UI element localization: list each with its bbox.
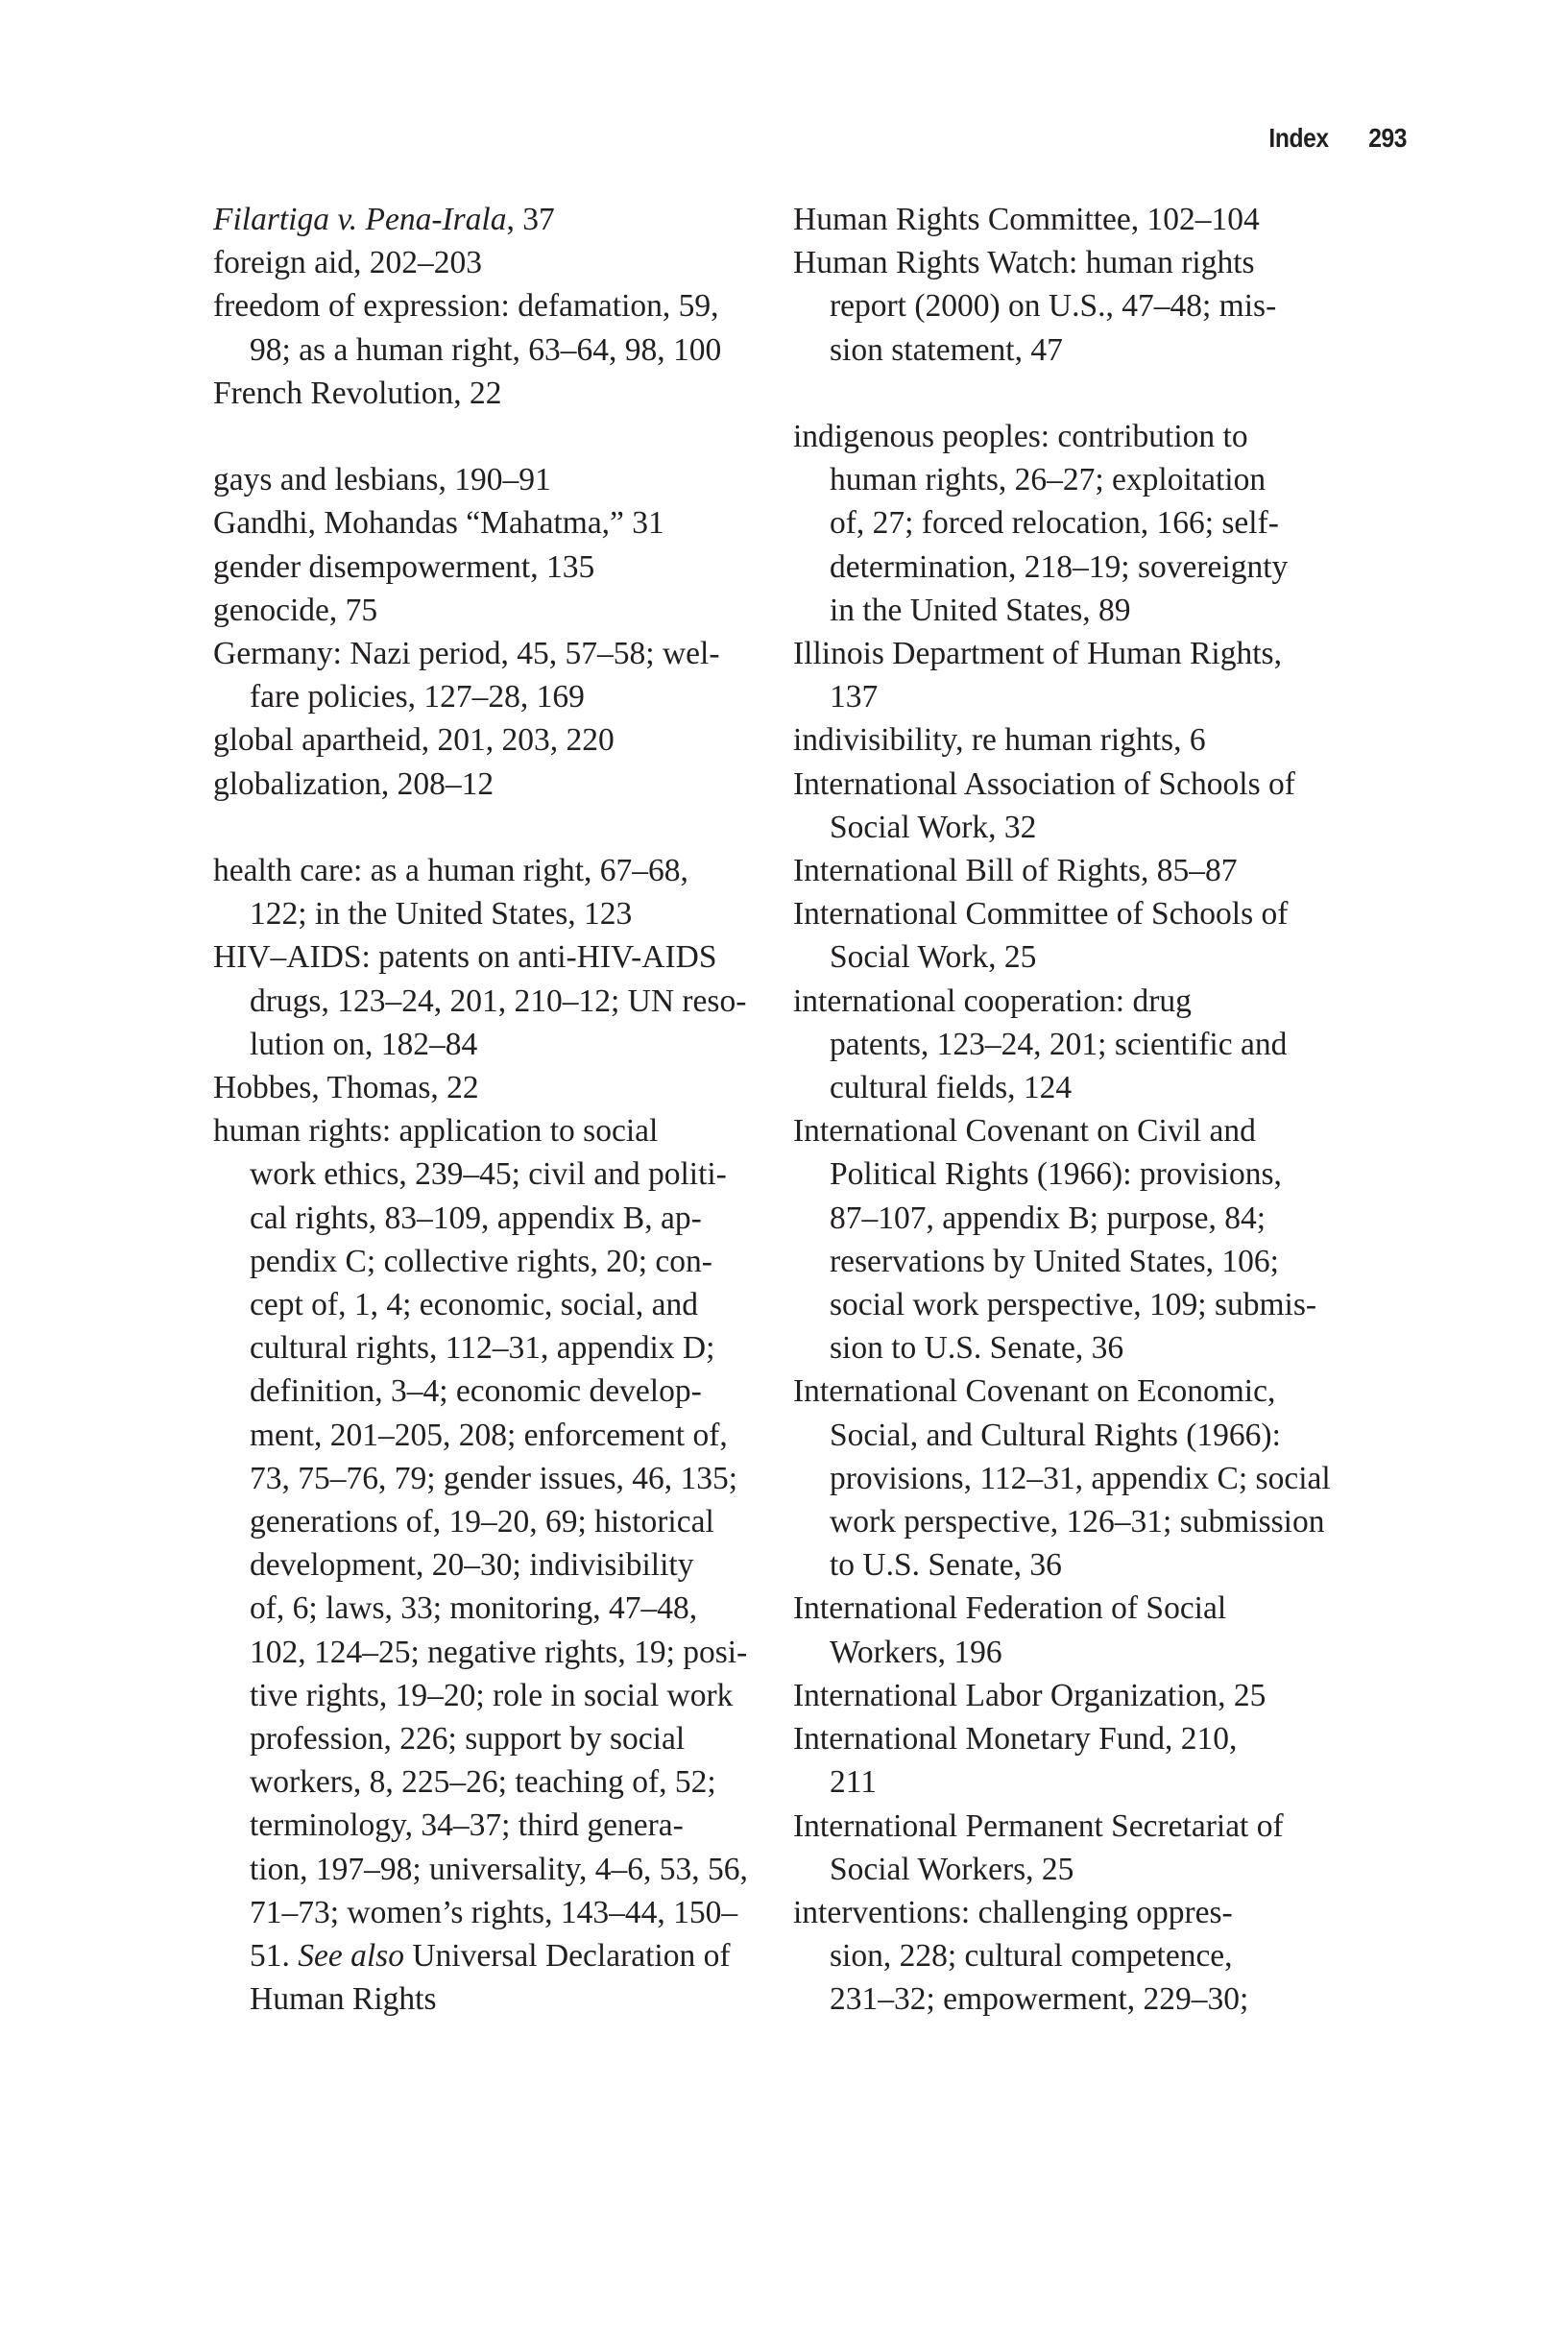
index-entry-continuation-line: determination, 218–19; sovereignty [830,548,1289,585]
index-entry [793,1674,1340,1717]
index-entry [213,589,751,632]
index-entry [213,372,751,415]
index-entry-heading-line: HIV–AIDS: patents on anti-HIV-AIDS [213,939,717,976]
index-entry [793,632,1340,718]
index-entry-heading-line: freedom of expression: defamation, 59, [213,288,719,325]
running-head-title: Index [1268,123,1329,153]
index-entry-continuation-line: work perspective, 126–31; submission [830,1504,1325,1540]
index-entry-continuation-line: of, 27; forced relocation, 166; self- [830,505,1279,542]
index-entry-heading-line: International Committee of Schools of [793,896,1289,933]
italic-case-name: Filartiga v. Pena-Irala [213,202,507,237]
index-entry-continuation-line: Social Work, 32 [830,809,1037,845]
index-entry-continuation-line: Social Workers, 25 [830,1851,1074,1887]
index-entry [213,849,751,935]
index-entry-heading-line: International Federation of Social [793,1590,1227,1627]
index-entry-heading-line: gays and lesbians, 190–91 [213,462,551,498]
index-entry-continuation-line: tive rights, 19–20; role in social work [250,1677,734,1713]
index-entry [793,849,1340,892]
index-entry-heading-line: Gandhi, Mohandas “Mahatma,” 31 [213,505,664,542]
index-entry [213,718,751,762]
index-entry-heading-line: indigenous peoples: contribution to [793,419,1248,454]
index-entry-continuation-line: cultural fields, 124 [830,1070,1073,1106]
index-entry-heading-line: Filartiga v. Pena-Irala, 37 [213,202,555,237]
index-entry-heading-line: indivisibility, re human rights, 6 [793,722,1206,759]
index-entry-heading-line: International Permanent Secretariat of [793,1807,1284,1844]
running-head [169,123,1407,154]
index-entry-continuation-line: 87–107, appendix B; purpose, 84; [830,1200,1266,1236]
index-entry [793,718,1340,762]
index-entry-continuation-line: terminology, 34–37; third genera- [250,1807,684,1844]
index-entry-heading-line: Human Rights Watch: human rights [793,245,1255,281]
letter-group-gap [793,372,1340,415]
index-entry [793,241,1340,372]
letter-group-gap [213,415,751,458]
index-entry-continuation-line: 137 [830,679,879,715]
index-entry-continuation-line: generations of, 19–20, 69; historical [250,1504,714,1540]
index-entry [213,198,751,241]
index-entry-continuation-line: cultural rights, 112–31, appendix D; [250,1330,715,1367]
index-entry [213,935,751,1066]
index-entry-heading-line: interventions: challenging oppres- [793,1894,1233,1930]
index-entry-continuation-line: cept of, 1, 4; economic, social, and [250,1287,698,1323]
index-entry-continuation-line: 231–32; empowerment, 229–30; [830,1981,1249,2018]
index-entry-heading-line: International Covenant on Civil and [793,1113,1256,1150]
index-entry-continuation-line: 73, 75–76, 79; gender issues, 46, 135; [250,1460,738,1496]
letter-group-gap [213,806,751,849]
page-number: 293 [1368,123,1407,153]
index-entry-continuation-line: pendix C; collective rights, 20; con- [250,1243,712,1279]
index-entry [213,284,751,371]
index-entry-continuation-line: 71–73; women’s rights, 143–44, 150– [250,1894,738,1930]
index-entry-continuation-line: profession, 226; support by social [250,1721,686,1758]
index-entry-continuation-line: sion, 228; cultural competence, [830,1938,1233,1975]
index-entry-heading-line: International Association of Schools of [793,765,1295,802]
index-entry-continuation-line: Workers, 196 [830,1634,1002,1670]
index-entry [793,1805,1340,1891]
index-entry [793,1370,1340,1587]
index-entry [213,1109,751,2021]
index-entry-continuation-line: tion, 197–98; universality, 4–6, 53, 56, [250,1851,748,1887]
index-entry-heading-line: International Bill of Rights, 85–87 [793,853,1238,889]
index-entry-heading-line: Hobbes, Thomas, 22 [213,1070,479,1106]
index-entry [793,763,1340,849]
index-entry-heading-line: Illinois Department of Human Rights, [793,636,1282,672]
index-entry-continuation-line: 102, 124–25; negative rights, 19; posi- [250,1634,748,1670]
index-entry-continuation-line: fare policies, 127–28, 169 [250,679,585,715]
index-entry-continuation-line: patents, 123–24, 201; scientific and [830,1026,1288,1062]
index-entry-continuation-line: lution on, 182–84 [250,1026,478,1062]
index-entry-heading-line: international cooperation: drug [793,982,1192,1019]
index-entry-heading-line: Germany: Nazi period, 45, 57–58; wel- [213,636,720,672]
index-entry-continuation-line: drugs, 123–24, 201, 210–12; UN reso- [250,982,747,1019]
index-entry-continuation-line: to U.S. Senate, 36 [830,1547,1062,1584]
index-entry-continuation-line: reservations by United States, 106; [830,1243,1279,1279]
index-entry-heading-line: International Monetary Fund, 210, [793,1721,1238,1758]
index-entry-heading-line: human rights: application to social [213,1113,659,1150]
index-entry-continuation-line: Political Rights (1966): provisions, [830,1156,1282,1193]
index-entry-heading-line: International Labor Organization, 25 [793,1677,1266,1713]
index-entry [793,892,1340,979]
index-entry [793,198,1340,241]
index-entry [793,1587,1340,1673]
index-entry [213,546,751,589]
see-also-label: See also [298,1938,404,1975]
index-entry-continuation-line: 98; as a human right, 63–64, 98, 100 [250,331,722,368]
index-entry [793,1891,1340,2022]
index-entry-continuation-line: cal rights, 83–109, appendix B, ap- [250,1200,702,1236]
index-entry-heading-line: globalization, 208–12 [213,765,495,802]
index-entry-heading-line: International Covenant on Economic, [793,1373,1276,1410]
index-column-left [213,198,751,2022]
index-entry [213,241,751,284]
index-entry-continuation-line: 122; in the United States, 123 [250,896,633,933]
index-entry [793,980,1340,1110]
index-entry-continuation-line: sion statement, 47 [830,331,1063,368]
index-entry-continuation-line: sion to U.S. Senate, 36 [830,1330,1124,1367]
index-entry-continuation-line: development, 20–30; indivisibility [250,1547,694,1584]
index-entry-continuation-line: definition, 3–4; economic develop- [250,1373,702,1410]
index-entry-continuation-line: Social, and Cultural Rights (1966): [830,1417,1281,1453]
index-entry [793,1109,1340,1370]
index-entry-heading-line: foreign aid, 202–203 [213,245,483,281]
index-entry-heading-line: French Revolution, 22 [213,375,502,411]
index-entry [213,458,751,501]
index-entry-continuation-line: ment, 201–205, 208; enforcement of, [250,1417,728,1453]
index-entry-continuation-line: report (2000) on U.S., 47–48; mis- [830,288,1277,325]
index-entry-heading-line: gender disempowerment, 135 [213,548,595,585]
index-entry [793,415,1340,632]
index-entry [213,632,751,718]
index-entry [213,763,751,806]
index-entry-continuation-line: in the United States, 89 [830,592,1131,628]
index-entry-heading-line: Human Rights Committee, 102–104 [793,202,1260,237]
index-entry-continuation-line: human rights, 26–27; exploitation [830,462,1266,498]
index-entry [213,501,751,545]
index-entry-continuation-line: social work perspective, 109; submis- [830,1287,1317,1323]
index-entry-heading-line: health care: as a human right, 67–68, [213,853,688,889]
index-entry-continuation-line: provisions, 112–31, appendix C; social [830,1460,1331,1496]
see-also-line: 51. See also Universal Declaration of [250,1938,731,1975]
index-entry-continuation-line: workers, 8, 225–26; teaching of, 52; [250,1764,716,1801]
index-entry [213,1066,751,1109]
index-column-right [793,198,1340,2022]
index-entry [793,1717,1340,1804]
index-entry-heading-line: global apartheid, 201, 203, 220 [213,722,615,759]
index-entry-continuation-line: Social Work, 25 [830,939,1037,976]
index-entry-continuation-line: 211 [830,1764,878,1801]
see-also-target-line: Human Rights [250,1981,437,2018]
index-entry-heading-line: genocide, 75 [213,592,378,628]
index-entry-continuation-line: work ethics, 239–45; civil and politi- [250,1156,727,1193]
index-entry-continuation-line: of, 6; laws, 33; monitoring, 47–48, [250,1590,698,1627]
